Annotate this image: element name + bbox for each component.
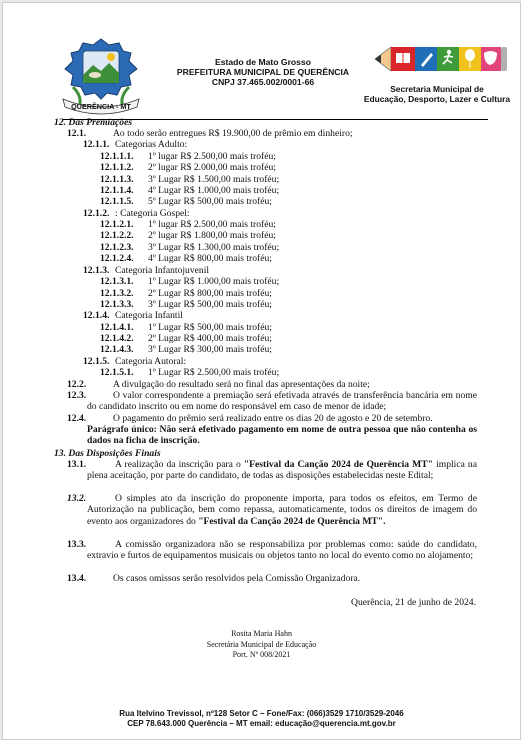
prize-item: 3º Lugar R$ 300,00 mais troféu; <box>148 344 272 355</box>
clause-number: 12.1.4.3. <box>100 344 134 355</box>
prize-item: 3º Lugar R$ 500,00 mais troféu; <box>148 299 272 310</box>
prize-item: 1º lugar R$ 2.500,00 mais troféu; <box>148 219 276 230</box>
page-footer <box>3 709 520 728</box>
category-label: Categoria Autoral: <box>115 356 187 367</box>
section-12-title: 12. Das Premiações <box>54 117 133 128</box>
prize-item: 5º Lugar R$ 500,00 mais troféu; <box>148 196 272 207</box>
prize-item: 3º Lugar R$ 1.500,00 mais troféu; <box>148 174 280 185</box>
clause-number: 12.1.4. <box>83 310 110 321</box>
clause-text <box>87 459 477 482</box>
clause-number: 13.2. <box>67 493 87 504</box>
clause-text-part: implica na plena aceitação, por parte do candidato, de todas as disposições estabelecidas neste Edital; <box>87 459 477 482</box>
prize-item: 3º Lugar R$ 1.300,00 mais troféu; <box>148 242 280 253</box>
secretaria-logo-icon <box>369 41 509 77</box>
clause-text: A divulgação do resultado será no final das apresentações da noite; <box>113 379 370 390</box>
crest-banner-text: QUERÊNCIA - MT <box>71 102 131 111</box>
clause-number: 13.3. <box>67 539 87 550</box>
clause-number: 12.1.5. <box>83 356 110 367</box>
clause-number: 12.1.3.1. <box>100 276 134 287</box>
prize-item: 1º Lugar R$ 1.000,00 mais troféu; <box>148 276 280 287</box>
institution-header <box>163 57 363 87</box>
clause-text <box>87 493 477 527</box>
festival-name: "Festival da Canção 2024 de Querência MT" <box>243 459 433 470</box>
document-page <box>2 2 521 740</box>
signatory-name: Rosita Maria Hahn <box>231 629 292 638</box>
prize-item: 1º lugar R$ 2.500,00 mais troféu; <box>148 151 276 162</box>
category-label: : Categoria Gospel: <box>115 208 190 219</box>
prize-item: 4º Lugar R$ 800,00 mais troféu; <box>148 253 272 264</box>
clause-number: 12.1.2.2. <box>100 230 134 241</box>
clause-number: 12.1.4.1. <box>100 322 134 333</box>
clause-number: 12.1.3. <box>83 265 110 276</box>
clause-text: Ao todo serão entregues R$ 19.900,00 de prêmio em dinheiro; <box>113 128 353 139</box>
footer-contact: CEP 78.643.000 Querência – MT email: educação@querencia.mt.gov.br <box>127 718 396 728</box>
clause-number: 12.1.1.3. <box>100 174 134 185</box>
signatory-role: Secretária Municipal de Educação <box>206 639 317 649</box>
balloon-icon <box>465 49 475 61</box>
runner-icon <box>447 50 451 54</box>
clause-number: 12.4. <box>67 413 87 424</box>
signatory-ordinance: Port. Nº 008/2021 <box>232 650 291 659</box>
category-label: Categoria Infantojuvenil <box>115 265 210 276</box>
clause-number: 12.2. <box>67 379 87 390</box>
prize-item: 2º lugar R$ 2.000,00 mais troféu; <box>148 162 276 173</box>
clause-number: 12.1. <box>67 128 87 139</box>
clause-number: 12.1.1. <box>83 139 110 150</box>
signature-block <box>3 629 520 661</box>
prize-item: 2º Lugar R$ 400,00 mais troféu; <box>148 333 272 344</box>
state-name: Estado de Mato Grosso <box>215 57 311 67</box>
clause-number: 13.1. <box>67 459 87 470</box>
municipal-crest-icon <box>53 35 149 117</box>
clause-number: 12.1.2.1. <box>100 219 134 230</box>
secretaria-line-1: Secretaria Municipal de <box>390 84 484 94</box>
secretaria-line-2: Educação, Desporto, Lazer e Cultura <box>363 93 511 104</box>
festival-name: "Festival da Canção 2024 de Querência MT". <box>198 515 386 527</box>
prefeitura-name: PREFEITURA MUNICIPAL DE QUERÊNCIA <box>176 67 350 77</box>
prize-item: 2º Lugar R$ 800,00 mais troféu; <box>148 288 272 299</box>
clause-number: 12.1.1.4. <box>100 185 134 196</box>
date-line: Querência, 21 de junho de 2024. <box>351 597 476 608</box>
paragraph-unico: Parágrafo único: Não será efetivado pagamento em nome de outra pessoa que não contenha os dados na ficha de inscrição. <box>87 424 477 447</box>
clause-number: 12.1.3.2. <box>100 288 134 299</box>
clause-number: 12.3. <box>67 390 87 401</box>
clause-number: 12.1.1.2. <box>100 162 134 173</box>
clause-number: 12.1.1.1. <box>100 151 134 162</box>
clause-text: Os casos omissos serão resolvidos pela Comissão Organizadora. <box>113 573 361 584</box>
footer-address: Rua Itelvino Trevissol, nº128 Setor C – Fone/Fax: (066)3529 1710/3529-2046 <box>119 709 404 718</box>
section-13-title: 13. Das Disposições Finais <box>54 448 161 459</box>
prize-item: 1º Lugar R$ 2.500,00 mais troféu; <box>148 367 280 378</box>
clause-text: O pagamento do prêmio será realizado entre os dias 20 de agosto e 20 de setembro. <box>113 413 433 424</box>
prize-item: 4º Lugar R$ 1.000,00 mais troféu; <box>148 185 280 196</box>
category-label: Categoria Infantil <box>115 310 183 321</box>
clause-text: O valor correspondente a premiação será efetivada através de transferência bancária em nome do candidato inscrito ou em nome do responsável em caso de menor de idade; <box>87 390 477 413</box>
clause-number: 12.1.2.4. <box>100 253 134 264</box>
prize-item: 1º Lugar R$ 500,00 mais troféu; <box>148 322 272 333</box>
clause-number: 12.1.4.2. <box>100 333 134 344</box>
clause-text: A comissão organizadora não se responsabiliza por problemas como: saúde do candidato, extravio e furtos de equipamentos musicais ou objetos tanto no local do evento como no alojamento; <box>87 539 477 562</box>
clause-number: 12.1.1.5. <box>100 196 134 207</box>
clause-number: 12.1.2.3. <box>100 242 134 253</box>
clause-number: 12.1.3.3. <box>100 299 134 310</box>
clause-number: 12.1.5.1. <box>100 367 134 378</box>
clause-number: 13.4. <box>67 573 87 584</box>
clause-number: 12.1.2. <box>83 208 110 219</box>
clause-text-part: O simples ato da inscrição do proponente importa, para todos os efeitos, em Termo de Autorização na publicação, bem como repassa, automaticamente, todos os direitos de imagem do evento aos organizadores do <box>87 493 477 527</box>
prize-item: 2º lugar R$ 1.800,00 mais troféu; <box>148 230 276 241</box>
category-label: Categorias Adulto: <box>115 139 188 150</box>
secretaria-name <box>353 85 521 104</box>
clause-text-part: A realização da inscrição para o <box>115 459 244 470</box>
cnpj-number: CNPJ 37.465.002/0001-66 <box>211 77 315 87</box>
